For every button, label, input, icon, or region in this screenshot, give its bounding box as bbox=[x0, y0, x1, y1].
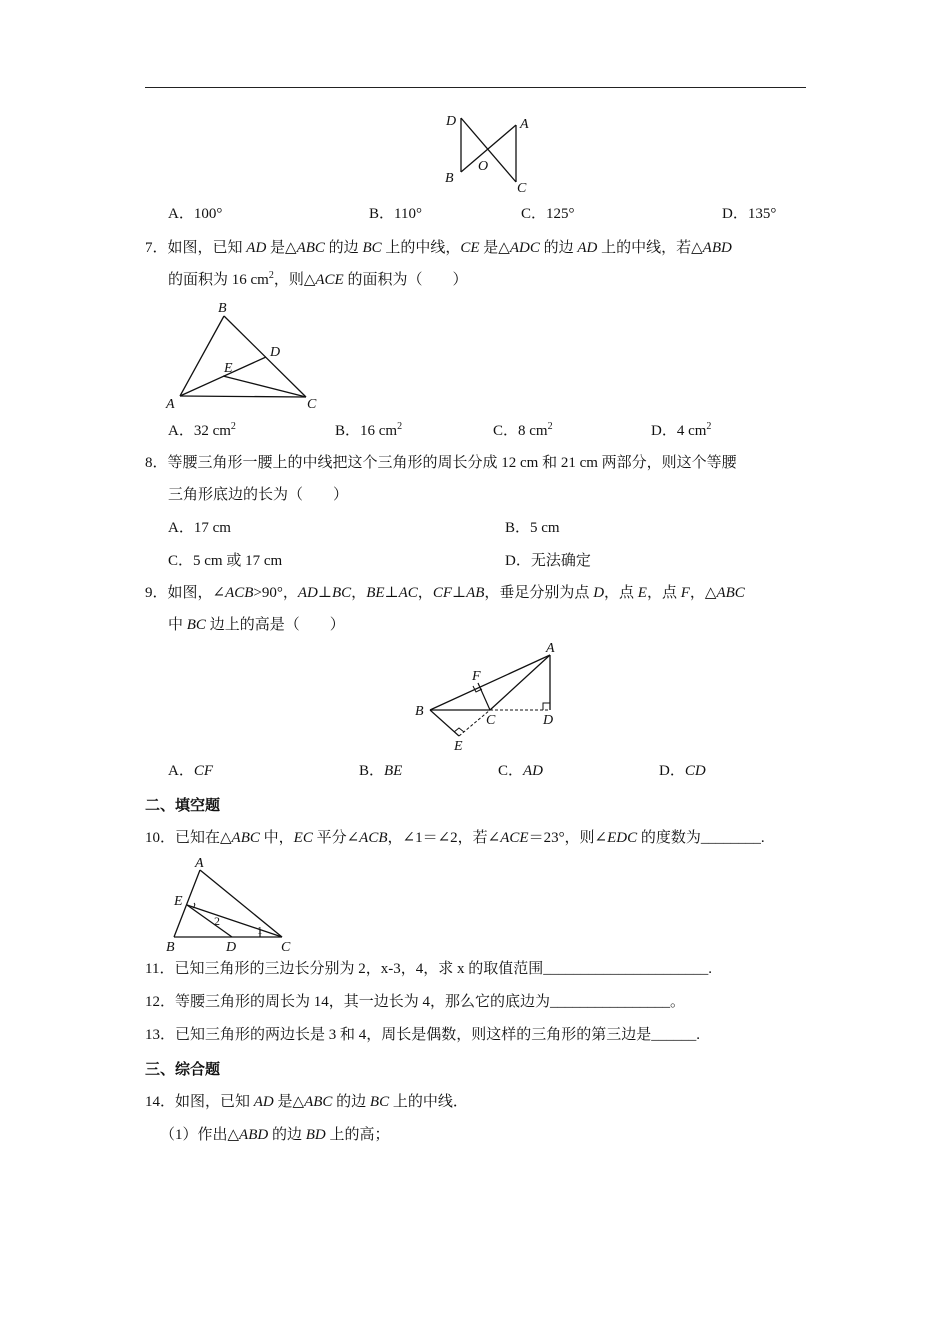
q7-option-b: B．16 $cm^2$ bbox=[335, 421, 403, 439]
q13-text: 13．已知三角形的两边长是 3 和 4，周长是偶数，则这样的三角形的第三边是______. bbox=[145, 1027, 701, 1043]
q7-line2: 的面积为 16 $cm^2$，则△ACE 的面积为（ ） bbox=[168, 270, 468, 288]
q7-option-c: C．8 $cm^2$ bbox=[493, 421, 553, 439]
q9-figure bbox=[410, 640, 570, 755]
q10-label-e: E bbox=[174, 894, 183, 909]
q9-label-b: B bbox=[415, 704, 424, 719]
q10-label-c: C bbox=[281, 940, 291, 955]
q7-label-d: D bbox=[270, 345, 281, 360]
q7-figure bbox=[160, 296, 330, 416]
q10-label-a: A bbox=[195, 856, 204, 871]
q8-option-b: B．5 cm bbox=[505, 520, 560, 536]
q6-figure bbox=[440, 110, 540, 200]
q14-sub1: （1）作出△ABD 的边 BD 上的高； bbox=[160, 1127, 390, 1143]
q11-text: 11．已知三角形的三边长分别为 2，x-3，4，求 x 的取值范围______________________. bbox=[145, 961, 712, 977]
q9-line1: 9．如图，∠ACB>90°，AD⊥BC，BE⊥AC，CF⊥AB，垂足分别为点 D，点 E，点 F，△ABC bbox=[145, 585, 745, 601]
q6-label-b: B bbox=[445, 171, 454, 186]
q14-text: 14．如图，已知 AD 是△ABC 的边 BC 上的中线． bbox=[145, 1094, 468, 1110]
q10-text: 10．已知在△ABC 中，EC 平分∠ACB，∠1＝∠2，若∠ACE＝23°，则∠EDC 的度数为________. bbox=[145, 830, 765, 846]
q6-option-d: D．135° bbox=[722, 206, 777, 222]
q7-label-a: A bbox=[166, 397, 175, 412]
q7-label-b: B bbox=[218, 301, 227, 316]
q7-label-e: E bbox=[224, 361, 233, 376]
q8-line1: 8．等腰三角形一腰上的中线把这个三角形的周长分成 12 cm 和 21 cm 两部分，则这个等腰 bbox=[145, 455, 737, 471]
q10-label-1: 1 bbox=[257, 925, 263, 937]
q6-label-d: D bbox=[446, 114, 457, 129]
q8-line2: 三角形底边的长为（ ） bbox=[168, 487, 349, 503]
q8-option-c: C．5 cm 或 17 cm bbox=[168, 553, 283, 569]
q9-label-c: C bbox=[486, 713, 496, 728]
header-rule bbox=[145, 87, 806, 88]
section-comprehensive-heading: 三、综合题 bbox=[145, 1060, 221, 1078]
q10-label-b: B bbox=[166, 940, 175, 955]
q7-option-a: A．32 $cm^2$ bbox=[168, 421, 236, 439]
q10-label-d: D bbox=[226, 940, 237, 955]
q9-option-b: B．BE bbox=[359, 763, 403, 779]
q6-option-b: B．110° bbox=[369, 206, 422, 222]
q10-figure bbox=[160, 855, 300, 955]
q9-option-c: C．AD bbox=[498, 763, 544, 779]
q9-option-d: D．CD bbox=[659, 763, 706, 779]
q6-label-a: A bbox=[520, 117, 529, 132]
q6-option-c: C．125° bbox=[521, 206, 575, 222]
q10-label-2: 2 bbox=[214, 914, 220, 928]
q9-option-a: A．CF bbox=[168, 763, 214, 779]
q7-label-c: C bbox=[307, 397, 317, 412]
q7-line1: 7．如图，已知 AD 是△ABC 的边 BC 上的中线，CE 是△ADC 的边 AD 上的中线，若△ABD bbox=[145, 240, 732, 256]
q6-option-a: A．100° bbox=[168, 206, 223, 222]
q8-option-d: D．无法确定 bbox=[505, 553, 591, 569]
q9-label-d: D bbox=[543, 713, 554, 728]
q9-label-e: E bbox=[454, 739, 463, 754]
section-fill-in-heading: 二、填空题 bbox=[145, 796, 221, 814]
q9-line2: 中 BC 边上的高是（ ） bbox=[168, 617, 345, 633]
q12-text: 12．等腰三角形的周长为 14，其一边长为 4，那么它的底边为________________。 bbox=[145, 994, 686, 1010]
q9-label-f: F bbox=[472, 669, 481, 684]
q8-option-a: A．17 cm bbox=[168, 520, 231, 536]
q6-label-o: O bbox=[478, 159, 489, 174]
q6-label-c: C bbox=[517, 181, 527, 196]
q7-option-d: D．4 $cm^2$ bbox=[651, 421, 712, 439]
q9-label-a: A bbox=[546, 641, 555, 656]
